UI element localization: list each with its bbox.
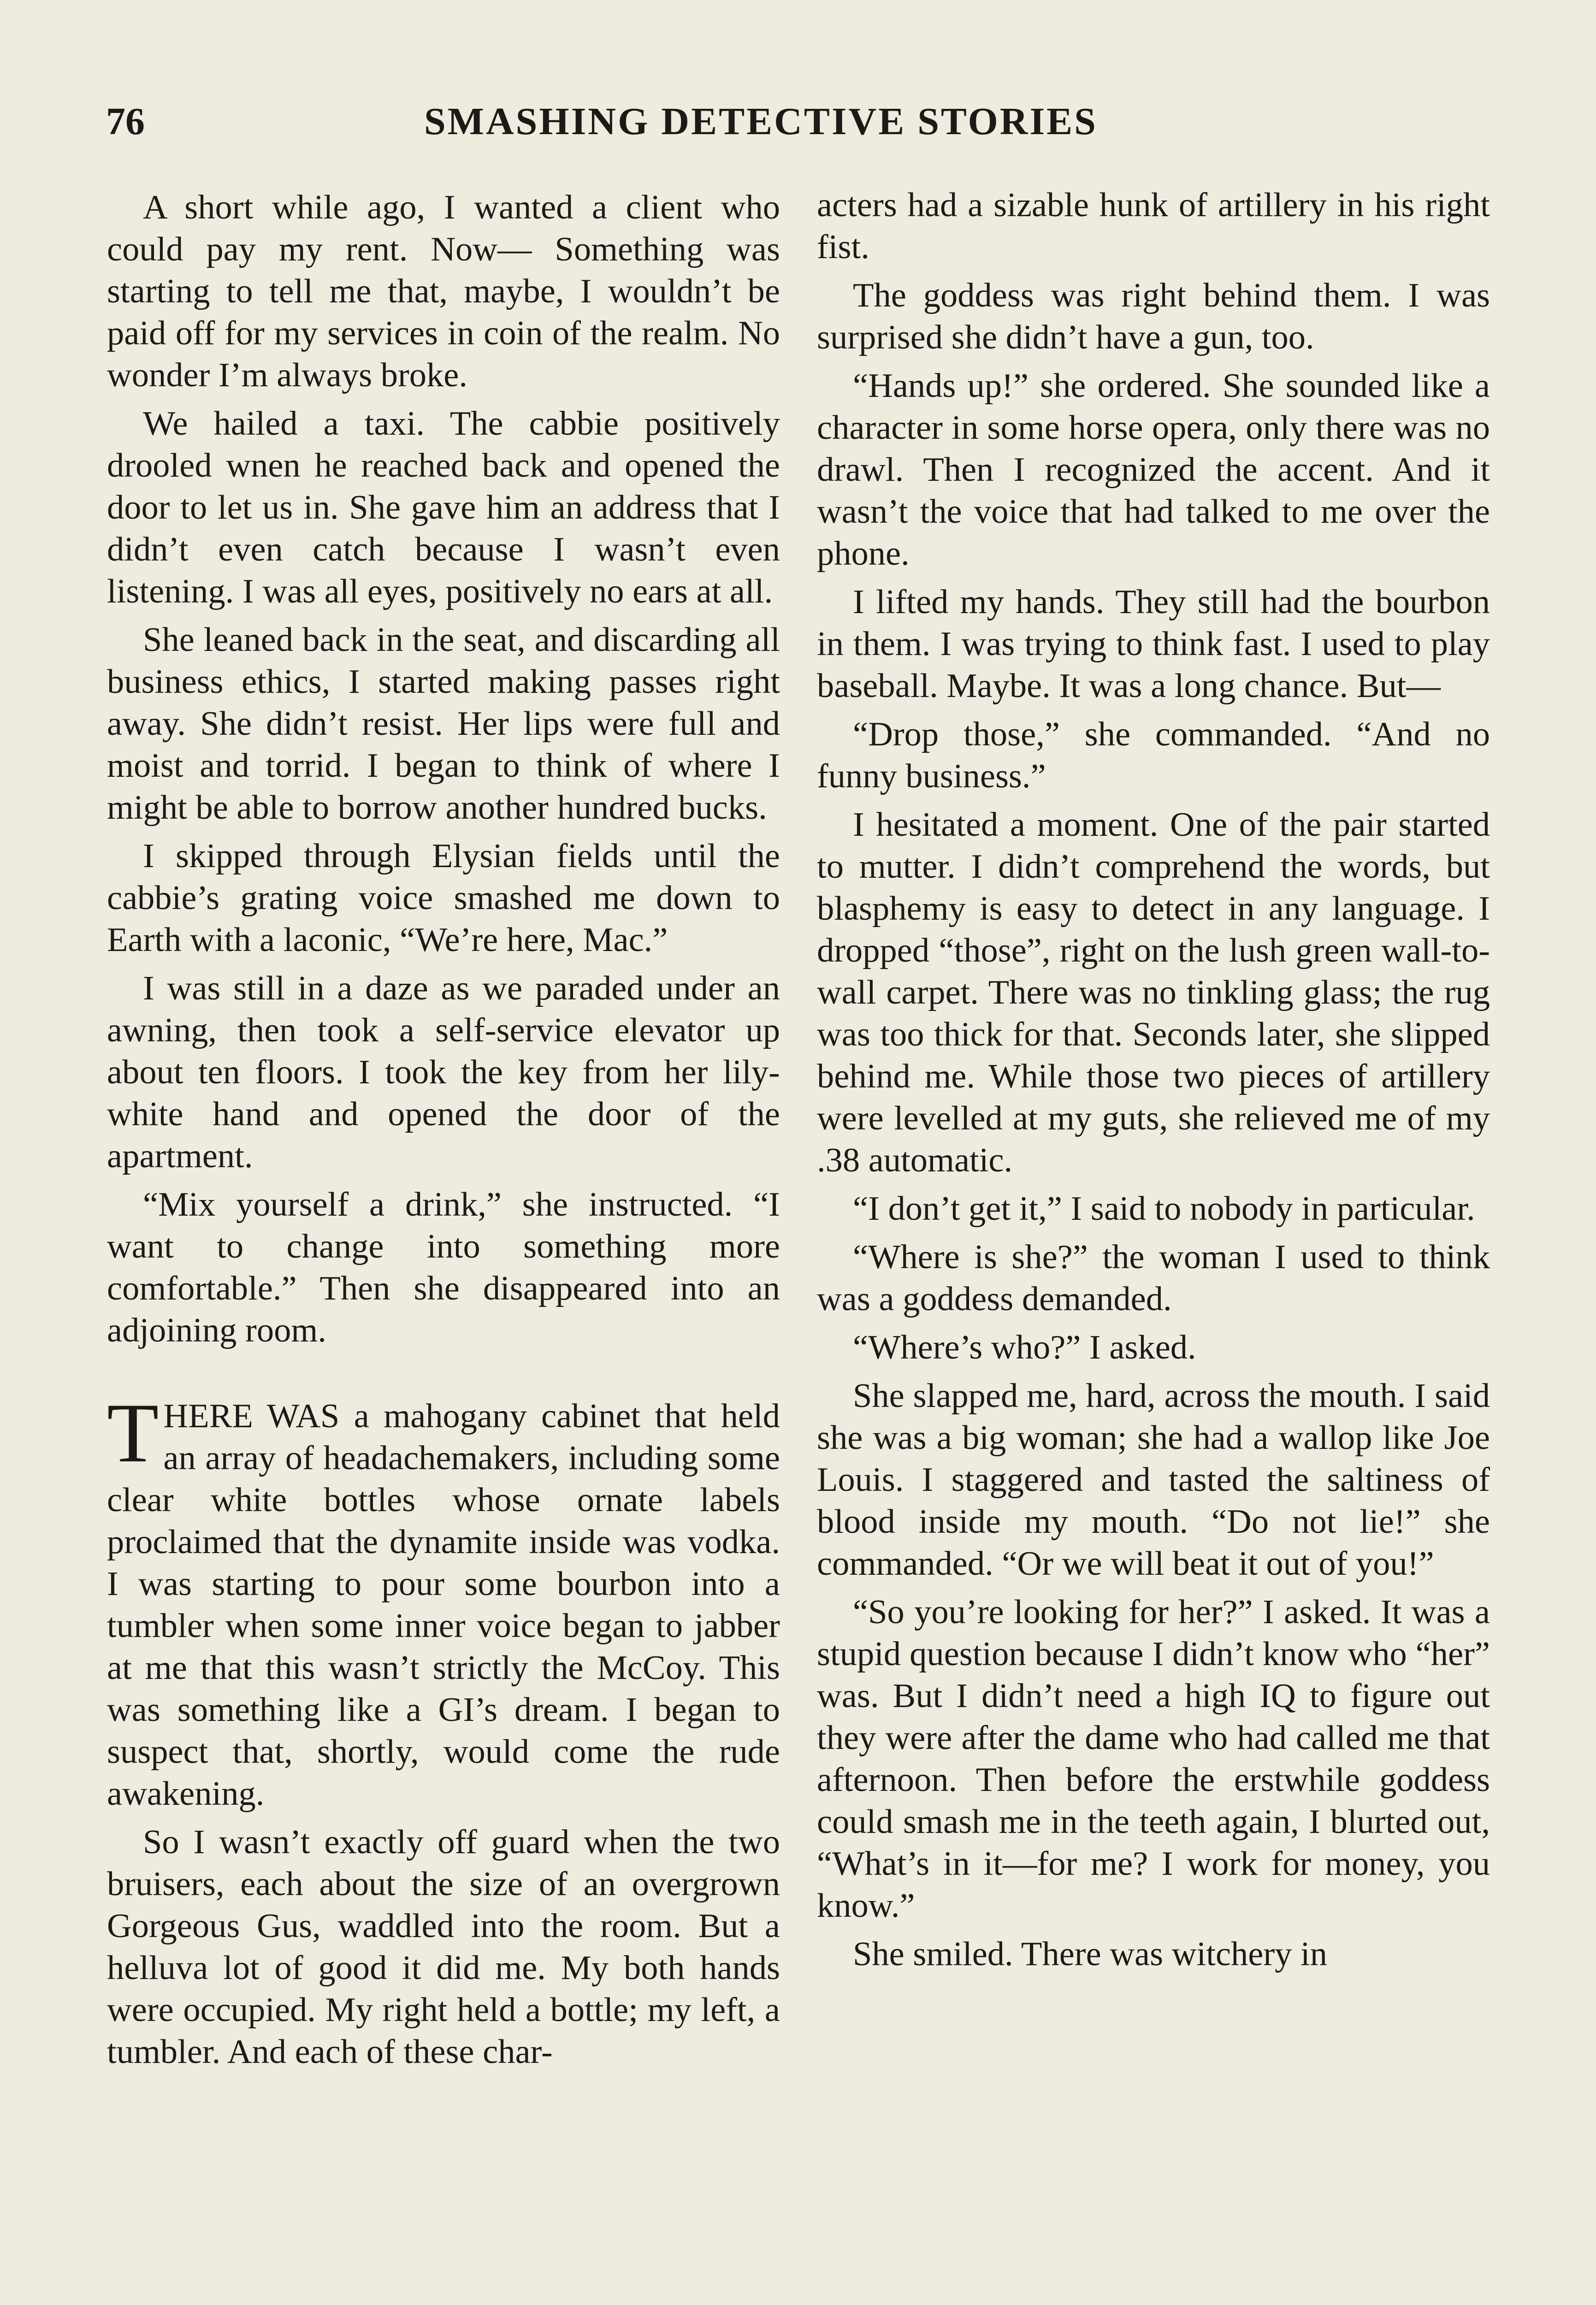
paragraph: “Hands up!” she ordered. She sounded like a character in some horse opera, only there was no drawl. Then I recognized the accent. And it wasn’t the voice that had talked to me over the phone. (817, 367, 1490, 573)
paragraph: I was still in a daze as we paraded under an awning, then took a self-service elevator up about ten floors. I took the key from her lily-white hand and opened the door of the apartment. (107, 969, 780, 1175)
paragraph: We hailed a taxi. The cabbie positively drooled wnen he reached back and opened the door to let us in. She gave him an address that I didn’t even catch because I wasn’t even listening. I was all eyes, positively no ears at all. (107, 405, 780, 610)
paragraph: “So you’re looking for her?” I asked. It was a stupid question because I didn’t know who “her” was. But I didn’t need a high IQ to figure out they were after the dame who had called me that afternoon. Then before the erstwhile goddess could smash me in the teeth again, I blurted out, “What’s in it—for me? I work for money, you know.” (817, 1593, 1490, 1925)
page-header (106, 99, 1475, 150)
left-column (107, 187, 780, 2080)
paragraph: I lifted my hands. They still had the bourbon in them. I was trying to think fast. I used to play baseball. Maybe. It was a long chance. But— (817, 583, 1490, 705)
paragraph: I skipped through Elysian fields until the cabbie’s grating voice smashed me down to Earth with a laconic, “We’re here, Mac.” (107, 837, 780, 959)
paragraph: “I don’t get it,” I said to nobody in particular. (853, 1190, 1475, 1228)
paragraph: The goddess was right behind them. I was surprised she didn’t have a gun, too. (817, 277, 1490, 356)
section-break-text: HERE WAS a mahogany cabinet that held an array of headachemakers, including some clear white bottles whose ornate labels proclaimed that the dynamite inside was vodka. I was starting to pour some bourbon into a tumbler when some inner voice began to jabber at me that this wasn’t strictly the McCoy. This was something like a GI’s dream. I began to suspect that, shortly, would come the rude awakening. (107, 1397, 780, 1813)
paragraph: A short while ago, I wanted a client who could pay my rent. Now— Something was starting to tell me that, maybe, I wouldn’t be paid off for my services in coin of the realm. No wonder I’m always broke. (107, 189, 780, 394)
paragraph: “Mix yourself a drink,” she instructed. “I want to change into something more comfortable.” Then she disappeared into an adjoining room. (107, 1186, 780, 1349)
paragraph: She smiled. There was witchery in (853, 1935, 1327, 1973)
running-title: SMASHING DETECTIVE STORIES (424, 100, 1098, 143)
paragraph: “Drop those,” she commanded. “And no funny business.” (817, 715, 1490, 795)
paragraph: “Where’s who?” I asked. (853, 1329, 1196, 1366)
drop-cap: T (107, 1386, 159, 1480)
right-column (817, 184, 1490, 1982)
paragraph-continued: acters had a sizable hunk of artillery in his right fist. (817, 186, 1490, 266)
paragraph: She slapped me, hard, across the mouth. I said she was a big woman; she had a wallop like Joe Louis. I staggered and tasted the saltiness of blood inside my mouth. “Do not lie!” she commanded. “Or we will beat it out of you!” (817, 1377, 1490, 1583)
page-number: 76 (106, 100, 145, 143)
paragraph: So I wasn’t exactly off guard when the two bruisers, each about the size of an overgrown Gorgeous Gus, waddled into the room. But a helluva lot of good it did me. My both hands were occupied. My right held a bottle; my left, a tumbler. And each of these char- (107, 1823, 780, 2071)
paragraph: I hesitated a moment. One of the pair started to mutter. I didn’t comprehend the words, but blasphemy is easy to detect in any language. I dropped “those”, right on the lush green wall-to-wall carpet. There was no tinkling glass; the rug was too thick for that. Seconds later, she slipped behind me. While those two pieces of artillery were levelled at my guts, she relieved me of my .38 automatic. (817, 806, 1490, 1179)
paragraph: She leaned back in the seat, and discarding all business ethics, I started making passes right away. She didn’t resist. Her lips were full and moist and torrid. I began to think of where I might be able to borrow another hundred bucks. (107, 621, 780, 827)
paragraph: “Where is she?” the woman I used to think was a goddess demanded. (817, 1238, 1490, 1318)
section-break-paragraph (107, 1386, 780, 1815)
